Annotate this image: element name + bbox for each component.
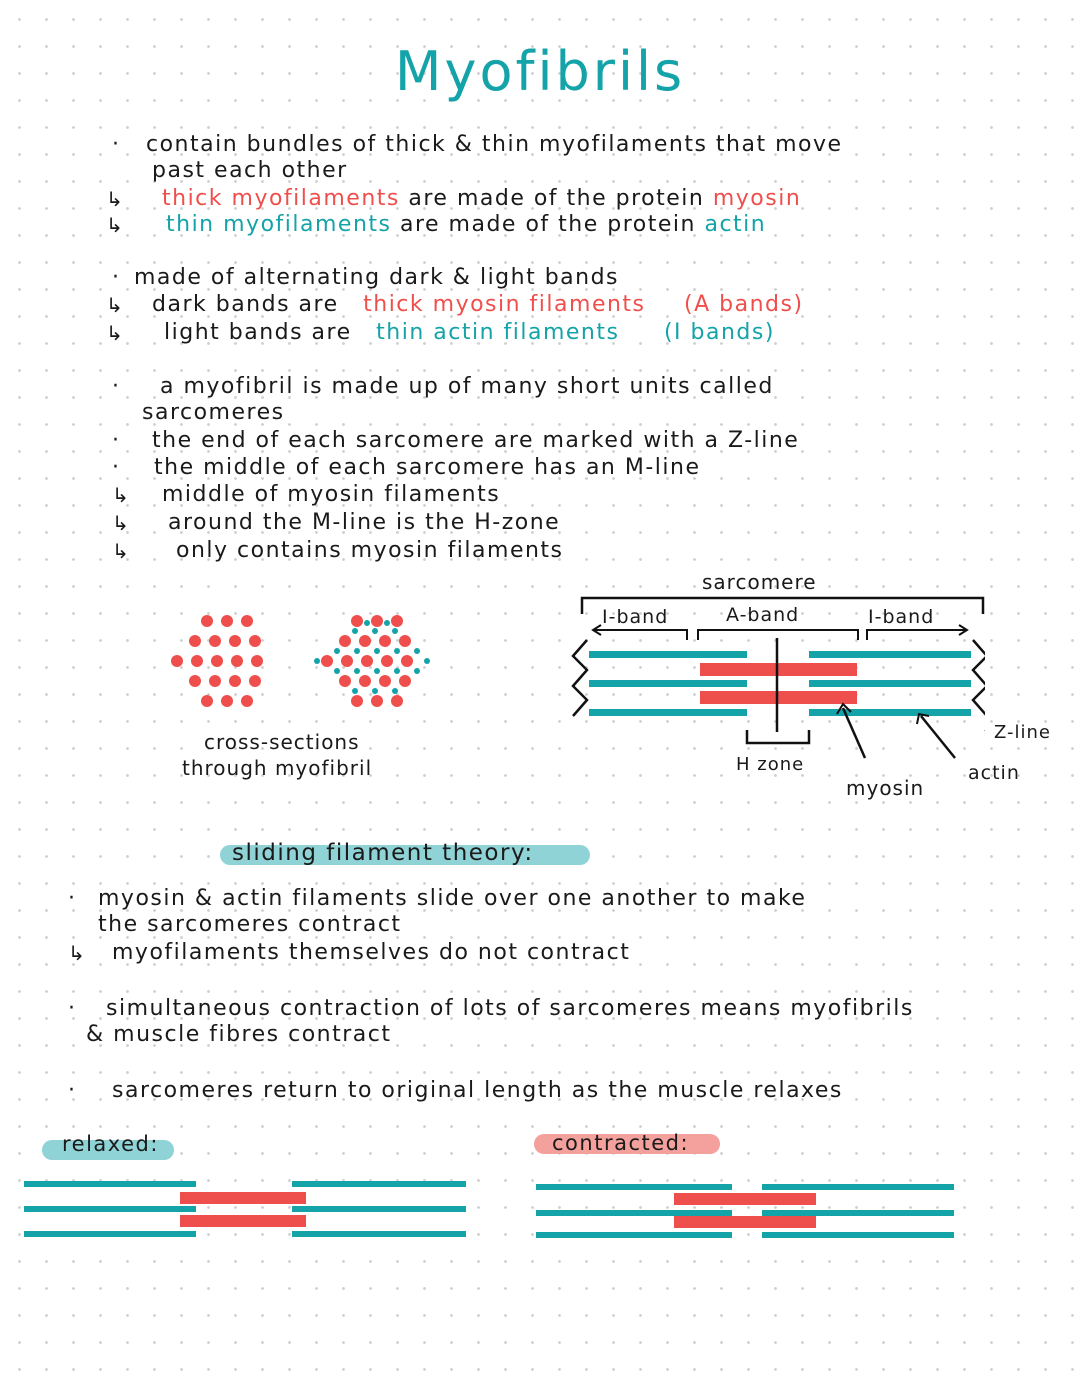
z-line-label: Z-line [994,722,1051,743]
thin-actin-filaments-text: thin actin filaments [376,320,620,345]
bullet-dot: · [112,374,119,399]
note-line: sarcomeres return to original length as the muscle relaxes [112,1078,843,1103]
a-bands-text: (A bands) [684,292,804,317]
sarcomere-diagram [565,590,985,760]
sub-point-arrow-icon: ↳ [68,941,85,965]
thin-text: thin [166,212,215,237]
thick-myosin-filaments-text: thick myosin filaments [363,292,646,317]
myosin-label: myosin [846,776,925,800]
contracted-label: contracted: [552,1131,690,1155]
contracted-sarcomere-diagram [536,1176,966,1246]
actin-label: actin [968,762,1020,784]
bullet-dot: · [112,428,119,453]
relaxed-label: relaxed: [62,1132,159,1156]
i-band-right-bracket [867,630,965,640]
theory-heading: sliding filament theory: [232,840,534,866]
sub-point-arrow-icon: ↳ [106,321,123,345]
myofilaments-text: myofilaments [223,212,392,237]
sub-point-arrow-icon: ↳ [106,293,123,317]
sarcomere-bracket [582,598,983,614]
h-zone-label: H zone [736,754,805,775]
i-band-label-left: I-band [602,606,669,628]
note-line: the middle of each sarcomere has an M-line [154,455,701,480]
relaxed-sarcomere-diagram [24,1176,474,1246]
note-line: the sarcomeres contract [98,912,402,937]
note-text: light bands are [164,320,352,345]
note-line: the end of each sarcomere are marked with a Z-line [152,428,800,453]
sub-point-arrow-icon: ↳ [112,483,129,507]
thick-myofilaments-text: thick myofilaments [162,186,400,211]
page-title: Myofibrils [394,40,686,103]
actin-filaments [589,651,971,716]
note-text: are made of the protein [399,212,696,237]
note-line: made of alternating dark & light bands [134,265,620,290]
note-line: contain bundles of thick & thin myofilaments that move [146,132,843,157]
note-text: dark bands are [152,292,339,317]
bullet-dot: · [112,265,119,290]
note-line: only contains myosin filaments [176,538,564,563]
bullet-dot: · [112,455,119,480]
note-line: around the M-line is the H-zone [168,510,561,535]
sub-point-arrow-icon: ↳ [106,187,123,211]
note-line [164,320,775,346]
cross-section-label: through myofibril [182,756,373,780]
note-line: myosin & actin filaments slide over one another to make [98,886,807,911]
note-text: are made of the protein [408,186,705,211]
actin-filaments [24,1181,466,1237]
note-line: a myofibril is made up of many short units called [160,374,774,399]
i-band-label-right: I-band [868,606,935,628]
cross-section-thick-and-thin [314,615,430,707]
sub-point-arrow-icon: ↳ [112,511,129,535]
actin-filaments [536,1184,954,1238]
sub-point-arrow-icon: ↳ [106,213,123,237]
actin-pointer [921,716,955,758]
note-line [152,292,804,318]
note-line [162,186,801,212]
bullet-dot: · [68,886,75,911]
bullet-dot: · [112,132,119,157]
bullet-dot: · [68,1078,75,1103]
note-line: past each other [152,158,348,183]
cross-section-label: cross-sections [204,730,360,754]
a-band-label: A-band [726,604,800,626]
i-band-left-bracket [595,630,687,640]
cross-section-thick-only [171,615,263,707]
i-bands-text: (I bands) [663,320,775,345]
note-line: & muscle fibres contract [86,1022,392,1047]
cross-section-diagram [160,605,460,715]
note-line: middle of myosin filaments [162,482,501,507]
note-line: simultaneous contraction of lots of sarcomeres means myofibrils [106,996,914,1021]
note-line [166,212,766,238]
z-line-left [573,640,587,716]
z-line-right [973,640,985,716]
bullet-dot: · [68,996,75,1021]
actin-text: actin [704,212,767,237]
sub-point-arrow-icon: ↳ [112,539,129,563]
note-line: sarcomeres [142,400,285,425]
myosin-text: myosin [712,186,802,211]
myosin-filaments [180,1192,306,1227]
note-line: myofilaments themselves do not contract [112,940,631,965]
sarcomere-label: sarcomere [702,570,817,594]
